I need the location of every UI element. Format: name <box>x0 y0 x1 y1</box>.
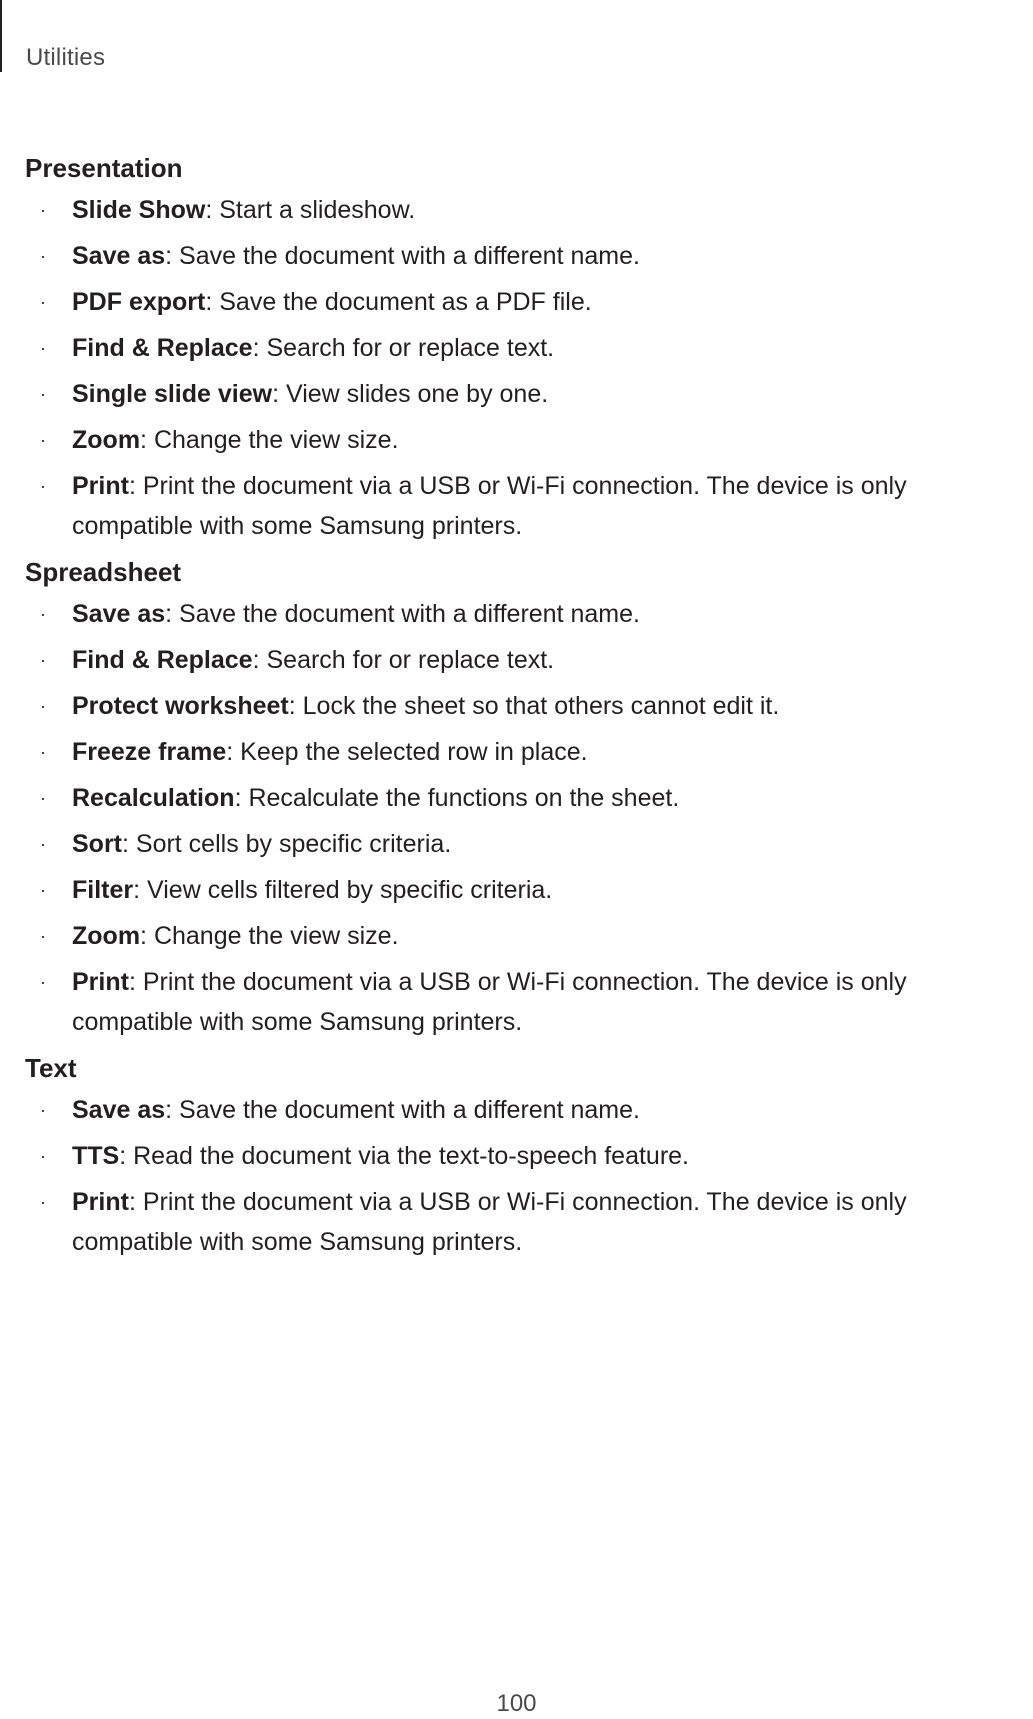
section-title-text: Text <box>25 1053 77 1083</box>
item-description: : Change the view size. <box>140 922 399 950</box>
list-item <box>25 374 1010 414</box>
section-title-spreadsheet: Spreadsheet <box>25 557 182 587</box>
item-description: : Save the document with a different name. <box>165 242 640 270</box>
bullet-icon: · <box>40 1146 46 1166</box>
item-description: : Save the document with a different name. <box>165 600 640 628</box>
bullet-icon: · <box>40 834 46 854</box>
list-item <box>25 282 1010 322</box>
document-body <box>25 150 1025 1270</box>
section-title-presentation: Presentation <box>25 153 183 183</box>
list-item <box>25 870 1010 910</box>
item-description: : Print the document via a USB or Wi-Fi connection. The device is only compatible with some Samsung printers. <box>72 472 907 540</box>
list-item <box>25 1090 1010 1130</box>
list-item <box>25 962 1010 1042</box>
list-item <box>25 824 1010 864</box>
item-description: : Lock the sheet so that others cannot edit it. <box>288 692 780 720</box>
item-description: : Sort cells by specific criteria. <box>122 830 452 858</box>
item-description: : Save the document with a different name. <box>165 1096 640 1124</box>
bullet-icon: · <box>40 788 46 808</box>
item-term: Single slide view <box>72 380 273 408</box>
item-term: Save as <box>72 242 166 270</box>
list-item <box>25 594 1010 634</box>
page-number: 100 <box>496 1690 537 1717</box>
item-term: Slide Show <box>72 196 206 224</box>
text-list <box>25 1090 1025 1262</box>
presentation-list <box>25 190 1025 546</box>
list-item <box>25 686 1010 726</box>
list-item <box>25 640 1010 680</box>
item-term: Save as <box>72 600 166 628</box>
list-item <box>25 420 1010 460</box>
bullet-icon: · <box>40 338 46 358</box>
bullet-icon: · <box>40 292 46 312</box>
item-term: Find & Replace <box>72 334 253 362</box>
item-description: : Search for or replace text. <box>252 334 555 362</box>
bullet-icon: · <box>40 696 46 716</box>
item-term: Find & Replace <box>72 646 253 674</box>
section-label: Utilities <box>26 44 106 71</box>
header-rule <box>0 0 2 72</box>
item-description: : Read the document via the text-to-speech feature. <box>119 1142 689 1170</box>
item-description: : Search for or replace text. <box>252 646 555 674</box>
bullet-icon: · <box>40 246 46 266</box>
item-term: Save as <box>72 1096 166 1124</box>
list-item <box>25 1136 1010 1176</box>
bullet-icon: · <box>40 604 46 624</box>
bullet-icon: · <box>40 476 46 496</box>
item-term: TTS <box>72 1142 120 1170</box>
item-term: Zoom <box>72 426 141 454</box>
bullet-icon: · <box>40 1100 46 1120</box>
list-item <box>25 236 1010 276</box>
item-description: : Recalculate the functions on the sheet. <box>234 784 680 812</box>
item-term: Sort <box>72 830 122 858</box>
item-term: Print <box>72 968 129 996</box>
item-term: Freeze frame <box>72 738 227 766</box>
list-item <box>25 916 1010 956</box>
item-description: : Print the document via a USB or Wi-Fi connection. The device is only compatible with some Samsung printers. <box>72 1188 907 1256</box>
item-description: : Start a slideshow. <box>205 196 416 224</box>
list-item <box>25 778 1010 818</box>
bullet-icon: · <box>40 742 46 762</box>
list-item <box>25 466 1010 546</box>
item-term: Zoom <box>72 922 141 950</box>
spreadsheet-list <box>25 594 1025 1042</box>
item-term: Filter <box>72 876 134 904</box>
item-term: Protect worksheet <box>72 692 289 720</box>
bullet-icon: · <box>40 200 46 220</box>
list-item <box>25 328 1010 368</box>
item-term: Print <box>72 1188 129 1216</box>
item-description: : View slides one by one. <box>272 380 549 408</box>
bullet-icon: · <box>40 430 46 450</box>
bullet-icon: · <box>40 384 46 404</box>
list-item <box>25 732 1010 772</box>
list-item <box>25 190 1010 230</box>
bullet-icon: · <box>40 650 46 670</box>
bullet-icon: · <box>40 972 46 992</box>
bullet-icon: · <box>40 1192 46 1212</box>
bullet-icon: · <box>40 880 46 900</box>
item-term: Print <box>72 472 129 500</box>
item-description: : Keep the selected row in place. <box>226 738 588 766</box>
bullet-icon: · <box>40 926 46 946</box>
item-description: : Save the document as a PDF file. <box>205 288 592 316</box>
list-item <box>25 1182 1010 1262</box>
item-term: PDF export <box>72 288 206 316</box>
item-description: : Print the document via a USB or Wi-Fi connection. The device is only compatible with some Samsung printers. <box>72 968 907 1036</box>
item-term: Recalculation <box>72 784 235 812</box>
item-description: : View cells filtered by specific criteria. <box>133 876 553 904</box>
item-description: : Change the view size. <box>140 426 399 454</box>
